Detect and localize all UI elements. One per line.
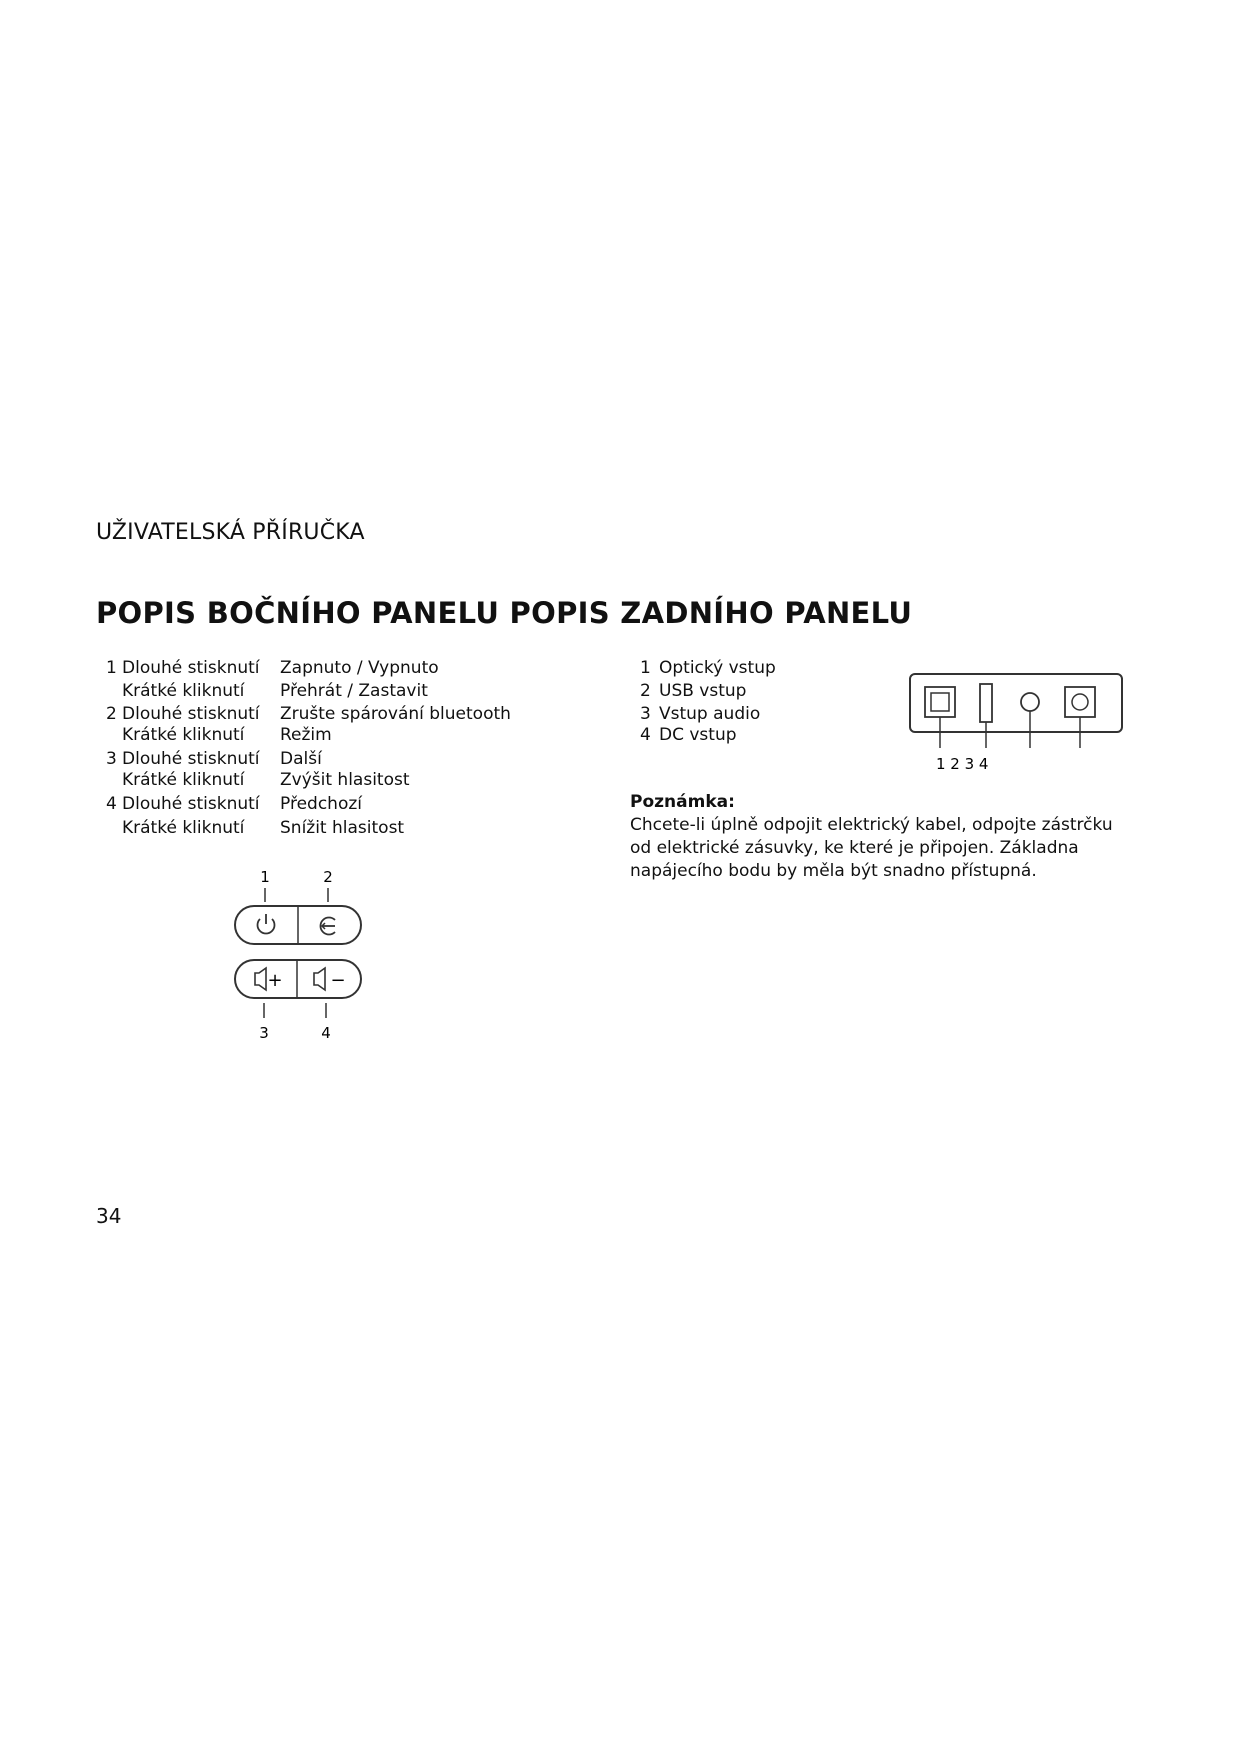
rear-diagram-caption: 1 2 3 4 [936, 755, 989, 773]
section-title: POPIS BOČNÍHO PANELU POPIS ZADNÍHO PANELU [96, 596, 913, 630]
row-function: Zvýšit hlasitost [280, 770, 410, 790]
item-number: 3 [640, 704, 651, 724]
item-number: 1 [640, 658, 651, 678]
item-label: Optický vstup [659, 658, 776, 678]
row-number: 3 [106, 749, 117, 769]
row-action: Krátké kliknutí [122, 681, 245, 701]
item-label: DC vstup [659, 725, 737, 745]
row-action: Dlouhé stisknutí [122, 658, 260, 678]
row-action: Krátké kliknutí [122, 770, 245, 790]
row-action: Krátké kliknutí [122, 818, 245, 838]
minus-symbol: − [330, 970, 346, 991]
item-number: 2 [640, 681, 651, 701]
row-function: Snížit hlasitost [280, 818, 405, 838]
plus-symbol: + [267, 970, 283, 991]
item-number: 4 [640, 725, 651, 745]
row-number: 1 [106, 658, 117, 678]
row-action: Krátké kliknutí [122, 725, 245, 745]
diagram-label-3: 3 [259, 1024, 269, 1042]
side-panel-diagram [225, 866, 375, 1046]
page-number: 34 [96, 1204, 122, 1228]
row-function: Zrušte spárování bluetooth [280, 704, 511, 724]
item-label: USB vstup [659, 681, 747, 701]
item-label: Vstup audio [659, 704, 761, 724]
row-function: Další [280, 749, 322, 769]
row-function: Režim [280, 725, 332, 745]
manual-header: UŽIVATELSKÁ PŘÍRUČKA [96, 520, 365, 545]
note-text: Chcete-li úplně odpojit elektrický kabel, odpojte zástrčku od elektrické zásuvky, ke které je připojen. Základna napájecího bodu by měla být snadno přístupná. [630, 815, 1113, 881]
diagram-label-2: 2 [323, 868, 333, 886]
row-function: Přehrát / Zastavit [280, 681, 428, 701]
rear-panel-diagram [900, 666, 1130, 776]
row-number: 4 [106, 794, 117, 814]
diagram-label-1: 1 [260, 868, 270, 886]
note-title: Poznámka: [630, 792, 735, 812]
rear-panel-outline [910, 674, 1122, 732]
row-function: Předchozí [280, 794, 362, 814]
row-number: 2 [106, 704, 117, 724]
row-action: Dlouhé stisknutí [122, 794, 260, 814]
row-action: Dlouhé stisknutí [122, 749, 260, 769]
diagram-label-4: 4 [321, 1024, 331, 1042]
row-function: Zapnuto / Vypnuto [280, 658, 439, 678]
row-action: Dlouhé stisknutí [122, 704, 260, 724]
